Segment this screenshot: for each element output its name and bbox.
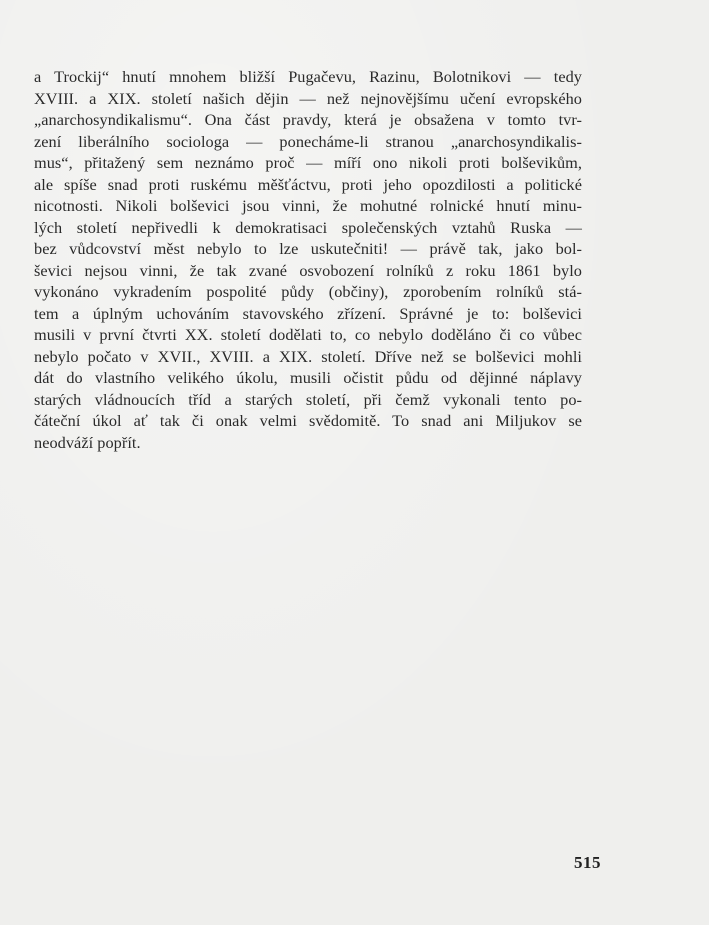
text-line: a Trockij“ hnutí mnohem bližší Pugačevu, Razinu, Bolotnikovi — tedy bbox=[34, 67, 582, 86]
text-line: neodváží popřít. bbox=[34, 432, 141, 452]
page-number: 515 bbox=[574, 853, 601, 872]
text-line: zení liberálního sociologa — ponecháme-li stranou „anarchosyndikalis- bbox=[34, 131, 582, 151]
text-line: musili v první čtvrti XX. století dodělati to, co nebylo doděláno či co vůbec bbox=[34, 325, 582, 344]
text-line: „anarchosyndikalismu“. Ona část pravdy, která je obsažena v tomto tvr- bbox=[34, 110, 582, 129]
text-line: vykonáno vykradením pospolité půdy (občiny), zporobením rolníků stá- bbox=[34, 282, 582, 301]
text-line: dát do vlastního velikého úkolu, musili očistit půdu od dějinné náplavy bbox=[34, 368, 582, 387]
text-line: XVIII. a XIX. století našich dějin — než nejnovějšímu učení evropského bbox=[34, 88, 582, 108]
text-line: nicotnosti. Nikoli bolševici jsou vinni, že mohutné rolnické hnutí minu- bbox=[34, 196, 582, 215]
text-line: ševici nejsou vinni, že tak zvané osvobození rolníků z roku 1861 bylo bbox=[34, 260, 582, 280]
text-line: čáteční úkol ať tak či onak velmi svědomitě. To snad ani Miljukov se bbox=[34, 411, 582, 430]
text-line: nebylo počato v XVII., XVIII. a XIX. století. Dříve než se bolševici mohli bbox=[34, 346, 582, 366]
text-line: lých století nepřivedli k demokratisaci společenských vztahů Ruska — bbox=[34, 217, 582, 237]
text-line: ale spíše snad proti ruskému měšťáctvu, proti jeho opozdilosti a politické bbox=[34, 174, 582, 194]
body-text bbox=[34, 66, 582, 453]
text-line: starých vládnoucích tříd a starých století, při čemž vykonali tento po- bbox=[34, 389, 582, 409]
text-line: bez vůdcovství měst nebylo to lze uskutečniti! — právě tak, jako bol- bbox=[34, 239, 582, 258]
text-line: tem a úplným uchováním stavovského zřízení. Správné je to: bolševici bbox=[34, 303, 582, 323]
text-line: mus“, přitažený sem neznámo proč — míří ono nikoli proti bolševikům, bbox=[34, 153, 582, 172]
